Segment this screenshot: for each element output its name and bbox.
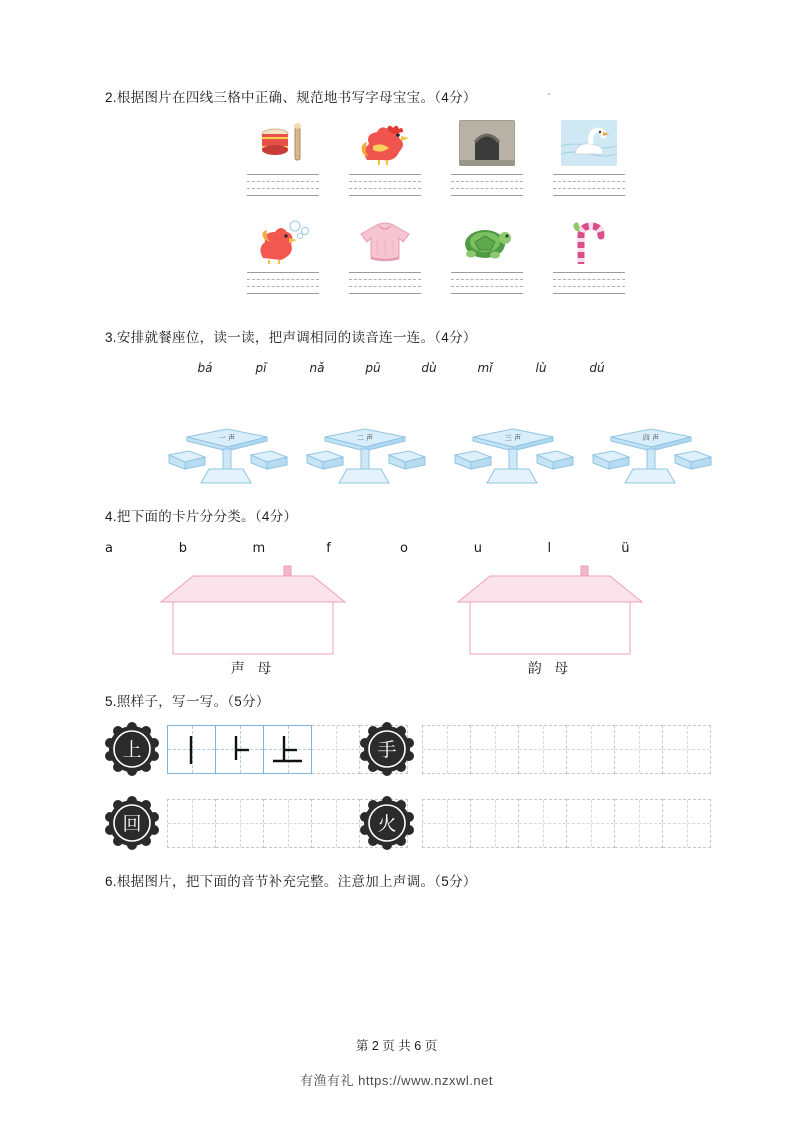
table-label-3: 三 声	[504, 433, 522, 442]
letter-card: u	[473, 540, 482, 556]
stroke-cell	[567, 725, 615, 774]
stroke-cell	[615, 799, 663, 848]
house-label-shengmu: 声 母	[230, 660, 276, 677]
q4-letter-row	[105, 541, 695, 556]
flower-char: 手	[377, 739, 397, 761]
stroke-cell	[167, 725, 216, 774]
stroke-cell	[312, 725, 360, 774]
q3-tables-row	[165, 419, 695, 491]
four-line-grid	[349, 272, 421, 298]
flower-badge-hui	[105, 796, 159, 850]
house-yunmu	[450, 562, 650, 677]
syllable-item: lù	[535, 360, 547, 375]
q3-syllable-row	[177, 361, 695, 375]
drum-image	[255, 120, 311, 166]
stroke-cell	[422, 799, 471, 848]
q5-practice-block	[105, 722, 695, 850]
page-footer: 第 2 页 共 6 页	[355, 1039, 438, 1053]
watermark: 有渔有礼 https://www.nzxwl.net	[300, 1073, 493, 1088]
syllable-item: bá	[197, 360, 213, 375]
q2-item-rooster	[347, 120, 423, 200]
q2-item-drum	[245, 120, 321, 200]
four-line-grid	[349, 174, 421, 200]
question-3-title: 3.安排就餐座位，读一读，把声调相同的读音连一连。（4分）	[105, 330, 477, 346]
dining-table-4	[589, 419, 719, 491]
q5-row-2	[105, 796, 695, 850]
dining-table-1	[165, 419, 295, 491]
dining-table-2	[303, 419, 433, 491]
q5-item-shou	[360, 722, 655, 776]
flower-char: 回	[122, 813, 142, 835]
stroke-cell	[312, 799, 360, 848]
q5-item-huo	[360, 796, 655, 850]
stroke-cell	[471, 725, 519, 774]
stroke-cell	[216, 799, 264, 848]
letter-card: b	[178, 540, 188, 556]
syllable-item: mǐ	[477, 360, 493, 375]
letter-card: a	[105, 540, 113, 556]
question-2-title: 2.根据图片在四线三格中正确、规范地书写字母宝宝。（4分）	[105, 90, 477, 105]
turtle-image	[459, 218, 515, 264]
rooster-image	[357, 120, 413, 166]
flower-char: 火	[377, 813, 397, 835]
stroke-cell	[519, 799, 567, 848]
table-label-4: 四 声	[642, 433, 660, 442]
syllable-item: pī	[255, 360, 267, 375]
q5-item-shang	[105, 722, 400, 776]
letter-card: ü	[621, 540, 630, 556]
stroke-cell	[167, 799, 216, 848]
stroke-cell	[663, 799, 711, 848]
house-shengmu	[153, 562, 353, 677]
q2-item-sweater	[347, 218, 423, 298]
flower-badge-shou	[360, 722, 414, 776]
candy-cane-image	[561, 218, 617, 264]
q4-houses	[105, 562, 695, 677]
stroke-cell	[519, 725, 567, 774]
question-4-title: 4.把下面的卡片分分类。（4分）	[105, 508, 298, 524]
letter-card: l	[547, 540, 552, 556]
q5-row-1	[105, 722, 695, 776]
q2-item-candy-cane	[551, 218, 627, 298]
page-content	[105, 88, 695, 892]
q2-item-arch	[449, 120, 525, 200]
question-5-title: 5.照样子，写一写。（5分）	[105, 693, 270, 709]
syllable-item: dù	[421, 360, 437, 375]
letter-card: f	[326, 540, 331, 556]
four-line-grid	[247, 174, 319, 200]
house-label-yunmu: 韵 母	[527, 660, 573, 677]
four-line-grid	[247, 272, 319, 298]
q5-item-hui	[105, 796, 400, 850]
question-6-title: 6.根据图片，把下面的音节补充完整。注意加上声调。（5分）	[105, 874, 477, 889]
q2-image-row-1	[245, 120, 695, 200]
q2-item-turtle	[449, 218, 525, 298]
table-label-2: 二 声	[356, 433, 374, 442]
table-label-1: 一 声	[218, 433, 236, 442]
four-line-grid	[553, 174, 625, 200]
stroke-cell	[615, 725, 663, 774]
syllable-item: nǎ	[309, 360, 325, 375]
stroke-cell	[422, 725, 471, 774]
stroke-cell	[567, 799, 615, 848]
q2-item-goose	[551, 120, 627, 200]
chick-image	[255, 218, 311, 264]
flower-char: 上	[122, 739, 142, 761]
syllable-item: dú	[589, 360, 605, 375]
sweater-image	[357, 218, 413, 264]
stroke-cell	[264, 799, 312, 848]
four-line-grid	[553, 272, 625, 298]
stroke-cell	[264, 725, 312, 774]
q2-item-chick	[245, 218, 321, 298]
letter-card: m	[252, 540, 266, 556]
dining-table-3	[451, 419, 581, 491]
four-line-grid	[451, 272, 523, 298]
letter-card: o	[400, 540, 408, 556]
four-line-grid	[451, 174, 523, 200]
arch-image	[459, 120, 515, 166]
q2-image-row-2	[245, 218, 695, 298]
syllable-item: pū	[365, 360, 381, 375]
stroke-grid-shou	[422, 725, 711, 774]
stroke-cell	[471, 799, 519, 848]
stroke-cell	[216, 725, 264, 774]
flower-badge-shang	[105, 722, 159, 776]
stroke-cell	[663, 725, 711, 774]
goose-image	[561, 120, 617, 166]
stroke-grid-huo	[422, 799, 711, 848]
flower-badge-huo	[360, 796, 414, 850]
